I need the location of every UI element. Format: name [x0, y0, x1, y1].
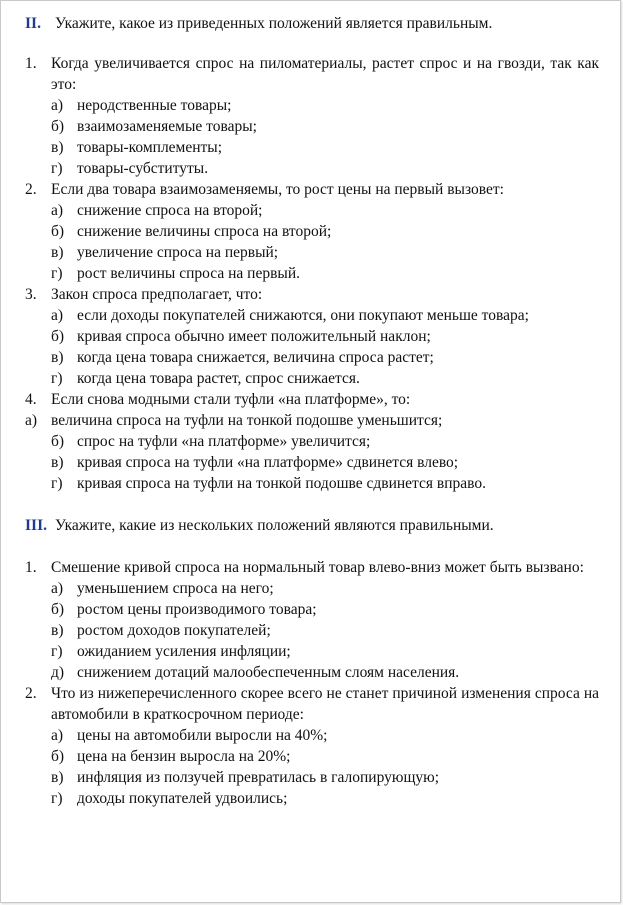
- option: [25, 662, 599, 683]
- option-letter: а): [51, 202, 64, 219]
- question: [25, 179, 599, 200]
- option: [25, 221, 599, 242]
- option-text: цены на автомобили выросли на 40%;: [77, 727, 328, 744]
- option-text: снижением дотаций малообеспеченным слоям населения.: [77, 664, 460, 681]
- section-3-title: Укажите, какие из нескольких положений являются правильными.: [54, 517, 494, 534]
- option: [25, 452, 599, 473]
- option: [25, 725, 599, 746]
- option-text: доходы покупателей удвоились;: [77, 790, 288, 807]
- question-number: 1.: [25, 55, 37, 72]
- option-text: спрос на туфли «на платформе» увеличится;: [77, 433, 371, 450]
- question: [25, 683, 599, 725]
- option: [25, 788, 599, 809]
- option-letter: г): [51, 265, 63, 282]
- option: [25, 473, 599, 494]
- option: [25, 326, 599, 347]
- option-text: когда цена товара снижается, величина спроса растет;: [77, 349, 434, 366]
- option-letter: в): [51, 769, 64, 786]
- option-text: товары-субституты.: [77, 160, 209, 177]
- option-letter: в): [51, 244, 64, 261]
- option-text: уменьшением спроса на него;: [77, 580, 274, 597]
- option-text: кривая спроса на туфли «на платформе» сдвинется влево;: [77, 454, 459, 471]
- option: [25, 368, 599, 389]
- option-text: неродственные товары;: [77, 97, 232, 114]
- option: [25, 137, 599, 158]
- option-text: рост величины спроса на первый.: [77, 265, 300, 282]
- option: [25, 746, 599, 767]
- option-letter: г): [51, 370, 63, 387]
- option: [25, 158, 599, 179]
- option-text: взаимозаменяемые товары;: [77, 118, 257, 135]
- option-text: если доходы покупателей снижаются, они покупают меньше товара;: [77, 307, 529, 324]
- option-letter: б): [51, 328, 65, 345]
- option: [25, 263, 599, 284]
- section-3-number: III.: [25, 517, 47, 534]
- question: [25, 389, 599, 410]
- option-text: ростом цены производимого товара;: [77, 601, 317, 618]
- option-letter: г): [51, 160, 63, 177]
- option-text: величина спроса на туфли на тонкой подошве уменьшится;: [51, 412, 443, 429]
- option-letter: б): [51, 601, 65, 618]
- question-text: Что из нижеперечисленного скорее всего не станет причиной изменения спроса на автомобили в краткосрочном периоде:: [51, 685, 599, 723]
- question-number: 4.: [25, 391, 37, 408]
- question-number: 2.: [25, 181, 37, 198]
- question-number: 1.: [25, 559, 37, 576]
- option-letter: г): [51, 790, 63, 807]
- section-3-heading: [25, 515, 495, 537]
- option-text: кривая спроса обычно имеет положительный наклон;: [77, 328, 431, 345]
- option-letter: д): [51, 664, 65, 681]
- option: [25, 641, 599, 662]
- question: [25, 53, 599, 95]
- question-text: Закон спроса предполагает, что:: [51, 286, 263, 303]
- option: [25, 347, 599, 368]
- option-letter: в): [51, 349, 64, 366]
- option-letter: а): [51, 307, 64, 324]
- section-2-title: Укажите, какое из приведенных положений является правильным.: [54, 15, 493, 32]
- question: [25, 284, 599, 305]
- option-letter: в): [51, 454, 64, 471]
- question-number: 3.: [25, 286, 37, 303]
- option-text: ожиданием усиления инфляции;: [77, 643, 291, 660]
- option: [25, 431, 599, 452]
- option: [25, 599, 599, 620]
- option-letter: б): [51, 433, 65, 450]
- option-letter: а): [51, 97, 64, 114]
- option: [25, 200, 599, 221]
- option: [25, 305, 599, 326]
- option-letter: а): [25, 412, 38, 429]
- option-letter: в): [51, 139, 64, 156]
- option-letter: б): [51, 118, 65, 135]
- option-text: цена на бензин выросла на 20%;: [77, 748, 291, 765]
- option-letter: б): [51, 748, 65, 765]
- option-letter: г): [51, 475, 63, 492]
- section-2-number: II.: [25, 15, 41, 32]
- option-text: кривая спроса на туфли на тонкой подошве сдвинется вправо.: [77, 475, 486, 492]
- question-text: Смешение кривой спроса на нормальный товар влево-вниз может быть вызвано:: [51, 559, 584, 576]
- option-letter: в): [51, 622, 64, 639]
- question-text: Если снова модными стали туфли «на платформе», то:: [51, 391, 411, 408]
- option-text: снижение величины спроса на второй;: [77, 223, 332, 240]
- option: [25, 116, 599, 137]
- question-text: Если два товара взаимозаменяемы, то рост цены на первый вызовет:: [51, 181, 504, 198]
- option: [25, 410, 599, 431]
- option-text: когда цена товара растет, спрос снижается.: [77, 370, 360, 387]
- option: [25, 242, 599, 263]
- option-letter: а): [51, 580, 64, 597]
- question: [25, 557, 599, 578]
- question-number: 2.: [25, 685, 37, 702]
- option-text: инфляция из ползучей превратилась в галопирующую;: [77, 769, 440, 786]
- section-2-heading: [25, 13, 599, 35]
- option: [25, 620, 599, 641]
- option-letter: б): [51, 223, 65, 240]
- option-text: товары-комплементы;: [77, 139, 223, 156]
- option: [25, 95, 599, 116]
- option-letter: г): [51, 643, 63, 660]
- document-content: [25, 13, 599, 809]
- option: [25, 767, 599, 788]
- question-text: Когда увеличивается спрос на пиломатериалы, растет спрос и на гвозди, так как это:: [51, 55, 599, 93]
- option-letter: а): [51, 727, 64, 744]
- option-text: увеличение спроса на первый;: [77, 244, 279, 261]
- option: [25, 578, 599, 599]
- option-text: ростом доходов покупателей;: [77, 622, 271, 639]
- option-text: снижение спроса на второй;: [77, 202, 263, 219]
